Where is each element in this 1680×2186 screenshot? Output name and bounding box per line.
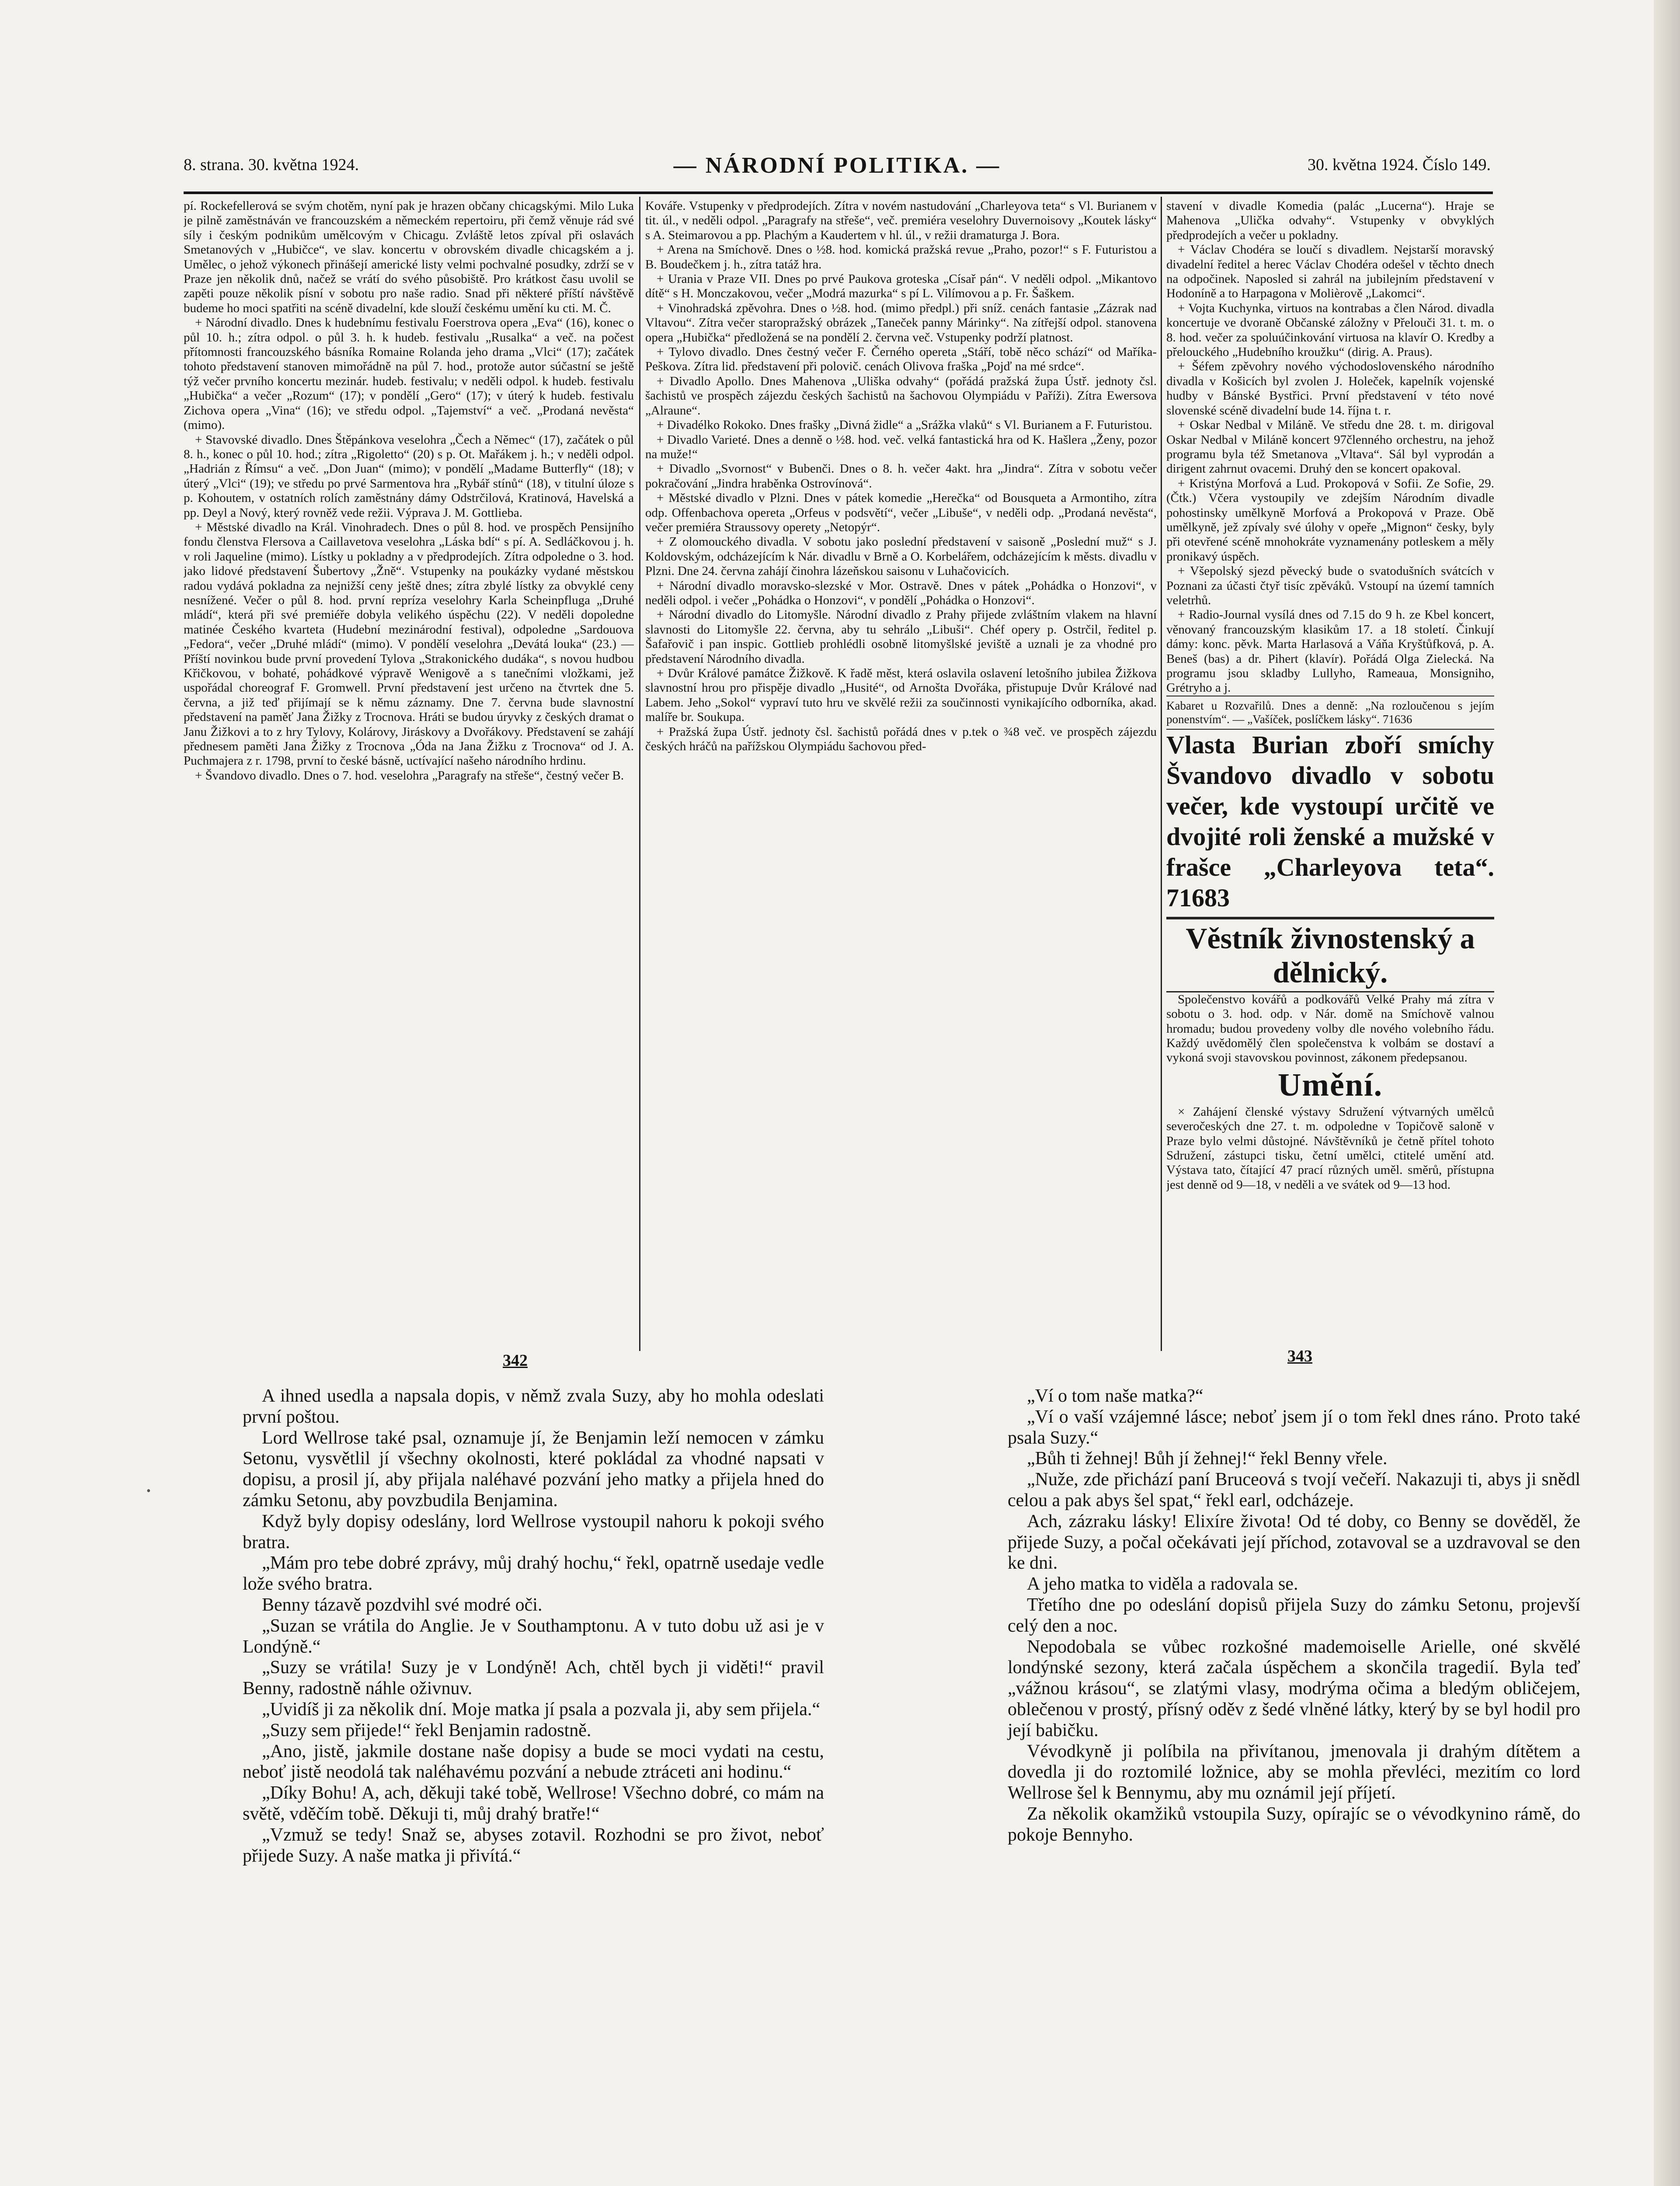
novel-paragraph: „Vzmuž se tedy! Snaž se, abyses zotavil. Rozhodni se pro život, neboť přijede Suzy. A naše matka ji přivítá.“ [243, 1824, 824, 1866]
page-header [184, 155, 1491, 190]
novel-paragraph: Nepodobala se vůbec rozkošné mademoiselle Arielle, oné skvělé londýnské sezony, která začala úspěchem a skončila tragedií. Byla teď „vážnou krásou“, se zlatými vlasy, modrýma očima a bledým obličejem, oblečenou v prostý, přísný oděv z šedé vlněné látky, který by se byl hodil pro její babičku. [1008, 1636, 1580, 1740]
article: + Švandovo divadlo. Dnes o 7. hod. veselohra „Paragrafy na střeše“, čestný večer B. [195, 768, 624, 783]
vestnik-article: Společenstvo kovářů a podkovářů Velké Prahy má zítra v sobotu o 3. hod. odp. v Nár. domě na Smíchově valnou hromadu; budou provedeny volby dle nového volebního řádu. Každý uvědomělý člen společenstva k volbám se dostaví a vykoná svoji stavovskou povinnost, zákonem předepsanou. [1166, 992, 1494, 1065]
novel-paragraph: A jeho matka to viděla a radovala se. [1027, 1574, 1298, 1594]
header-right: 30. května 1924. Číslo 149. [1307, 156, 1491, 174]
novel-paragraph: „Suzan se vrátila do Anglie. Je v Southamptonu. A v tuto dobu už asi je v Londýně.“ [243, 1615, 824, 1657]
article: + Divadlo Apollo. Dnes Mahenova „Uliška odvahy“ (pořádá pražská župa Ústř. jednoty čsl. šachistů ve prospěch zájezdu českých šachistů na šachovou Olympiádu v Paříži). Zítra Ewersova „Alraune“. [645, 374, 1157, 418]
novel-paragraph: „Ví o tom naše matka?“ [1027, 1386, 1203, 1406]
novel-left-page [243, 1386, 824, 1866]
article: + Václav Chodéra se loučí s divadlem. Nejstarší moravský divadelní ředitel a herec Václav Chodéra odešel v těchto dnech na odpočinek. Naposled si zahrál na jubilejním představení v Hodoníně a to Harpagona v Molièrově „Lakomci“. [1166, 243, 1494, 301]
article: + Národní divadlo moravsko-slezské v Mor. Ostravě. Dnes v pátek „Pohádka o Honzovi“, v neděli odpol. i večer „Pohádka o Honzovi“, v pondělí „Pohádka o Honzovi“. [645, 578, 1157, 607]
header-left: 8. strana. 30. května 1924. [184, 156, 359, 174]
article: + Všepolský sjezd pěvecký bude o svatodušních svátcích v Poznani za účasti čtyř tisíc zpěváků. Vstoupí na území tamních veletrhů. [1166, 564, 1494, 607]
article: + Tylovo divadlo. Dnes čestný večer F. Černého opereta „Stáří, tobě něco schází“ od Maříka-Peškova. Zítra lid. představení při polovič. cenách Olivova fraška „Pojď na mé srdce“. [645, 345, 1157, 374]
novel-paragraph: „Ví o vaší vzájemné lásce; neboť jsem jí o tom řekl dnes ráno. Proto také psala Suzy.“ [1008, 1406, 1580, 1448]
article: + Kristýna Morfová a Lud. Prokopová v Sofii. Ze Sofie, 29. (Čtk.) Včera vystoupily ve zdejším Národním divadle pohostinsky umělkyně Morfová a Prokopová v Praze. Obě umělkyně, jež zpívaly své úlohy v opeře „Mignon“ česky, byly při otevřené scéně mnohokráte vyznamenány potleskem a měly pronikavý úspěch. [1166, 476, 1494, 564]
article: + Divadélko Rokoko. Dnes frašky „Divná židle“ a „Srážka vlaků“ s Vl. Burianem a F. Futuristou. [657, 418, 1152, 432]
vestnik-heading: Věstník živnostenský a dělnický. [1166, 918, 1494, 992]
article: + Radio-Journal vysílá dnes od 7.15 do 9 h. ze Kbel koncert, věnovaný francouzským klasikům 17. a 18 století. Činkují dámy: konc. pěvk. Marta Harlasová a Váňa Kryštůfková, p. A. Beneš (bas) a dr. Pihert (klavír). Pořádá Olga Zielecká. Na programu jsou skladby Lullyho, Rameaua, Monsigniho, Grétryho a j. [1166, 608, 1494, 695]
article: + Divadlo „Svornost“ v Bubenči. Dnes o 8. h. večer 4akt. hra „Jindra“. Zítra v sobotu večer pokračování „Jindra hraběnka Ostrovínová“. [645, 462, 1157, 491]
article: + Národní divadlo. Dnes k hudebnímu festivalu Foerstrova opera „Eva“ (16), konec o půl 10. h.; zítra odpol. o půl 3. h. k hudeb. festivalu „Rusalka“ a več. na počest přítomnosti francouzského básníka Romaine Rolanda jeho drama „Vlci“ (17); začátek tohoto představení stanoven mimořádně na půl 7. hod., protože autor súčastní se ještě týž večer prvního koncertu mezinár. hudeb. festivalu; v neděli odpol. k hudeb. festivalu „Hubička“ a večer „Rozum“ (17); v pondělí „Gero“ (17); v úterý k hudeb. festivalu Zichova opera „Vina“ (16); ve středu odpol. „Tajemství“ a več. „Prodaná nevěsta“ (mimo). [184, 316, 634, 432]
ad-burian: Vlasta Burian zboří smíchy Švandovo divadlo v sobotu večer, kde vystoupí určitě ve dvojité roli ženské a mužské v frašce „Charleyova teta“. 71683 [1166, 730, 1494, 918]
novel-paragraph: Když byly dopisy odeslány, lord Wellrose vystoupil nahoru k pokoji svého bratra. [243, 1511, 824, 1552]
article: + Oskar Nedbal v Miláně. Ve středu dne 28. t. m. dirigoval Oskar Nedbal v Miláně koncert 97členného orchestru, na jehož programu byla též Smetanova „Vltava“. Sál byl vyprodán a dirigent zahrnut ovacemi. Druhý den se koncert opakoval. [1166, 418, 1494, 476]
right-page-number: 343 [1287, 1347, 1312, 1365]
article: + Městské divadlo na Král. Vinohradech. Dnes o půl 8. hod. ve prospěch Pensijního fondu členstva Flersova a Caillavetova veselohra „Láska bdí“ s pí. A. Sedláčkovou j. h. v roli Jaqueline (mimo). Lístky u pokladny a v předprodejích. Zítra odpoledne o 3. hod. jako lidové představení Šubertovy „Žně“. Vstupenky na poukázky vydané městskou radou vydává pokladna za nejnižší ceny ještě dnes; zítra zbylé lístky za obvyklé ceny nesnížené. Večer o půl 8. hod. první repríza veselohry Karla Scheinpfluga „Druhé mládí“, která při své premiéře dobyla velikého úspěchu (22). V neděli dopoledne matinée Českého kvarteta (Hudební mezinárodní festival), odpoledne „Sardouova „Fedora“, večer „Druhé mládí“ (mimo). V pondělí veselohra „Devátá louka“ (23.) — Příští novinkou bude první provedení Tylova „Strakonického dudáka“, s novou hudbou Křičkovou, v bohaté, pohádkové výpravě Wenigově a s tanečními vložkami, jež uspořádal choreograf F. Gromwell. První představení jest určeno na čtvrtek dne 5. června, a již teď přijímají se k němu záznamy. Dne 7. června bude slavnostní představení na paměť Jana Žižky z Trocnova. Hráti se budou úryvky z českých dramat o Janu Žižkovi a to z hry Tylovy, Kolárovy, Jiráskovy a Dvořákovy. Představení se zahájí přednesem paměti Jana Žižky z Trocnova „Óda na Jana Žižku z Trocnova“ od J. A. Puchmajera z r. 1798, první to české básně, uctívající našeho národního hrdinu. [184, 520, 634, 768]
article: + Šéfem zpěvohry nového východoslovenského národního divadla v Košicích byl zvolen J. Holeček, kapelník vojenské hudby v Bánské Bystřici. První představení v této nové slovenské scéně divadelní bude 14. října t. r. [1166, 359, 1494, 418]
article: + Dvůr Králové památce Žižkově. K řadě měst, která oslavila oslavení letošního jubilea Žižkova slavnostní hrou pro přispěje divadlo „Husité“, od Arnošta Dvořáka, přistupuje Dvůr Králové nad Labem. Jeho „Sokol“ vypraví tuto hru ve skvělé režii za součinnosti vynikajícího odborníka, akad. malíře br. Soukupa. [645, 666, 1157, 724]
article: + Z olomouckého divadla. V sobotu jako poslední představení v saisoně „Poslední muž“ s J. Koldovským, odcházejícím k Nár. divadlu v Brně a O. Korbelářem, odcházejícím k městs. divadlu v Plzni. Dne 24. června zahájí činohra lázeňskou saisonu v Luhačovicích. [645, 535, 1157, 578]
novel-paragraph: „Suzy sem přijede!“ řekl Benjamin radostně. [262, 1720, 591, 1740]
article: + Arena na Smíchově. Dnes o ½8. hod. komická pražská revue „Praho, pozor!“ s F. Futuristou a B. Boudečkem j. h., zítra tatáž hra. [645, 243, 1157, 272]
novel-paragraph: Vévodkyně ji políbila na přivítanou, jmenovala ji drahým dítětem a dovedla ji do roztomilé ložnice, aby se mohla převléci, mezitím co lord Wellrose šel k Bennymu, aby mu oznámil její příjetí. [1008, 1741, 1580, 1803]
masthead: — NÁRODNÍ POLITIKA. — [673, 153, 1001, 178]
novel-paragraph: „Mám pro tebe dobré zprávy, můj drahý hochu,“ řekl, opatrně usedaje vedle lože svého bratra. [243, 1553, 824, 1594]
novel-paragraph: „Ano, jistě, jakmile dostane naše dopisy a bude se moci vydati na cestu, neboť jistě neodolá tak naléhavému pozvání a nebude ztráceti ani hodinu.“ [243, 1741, 824, 1782]
novel-paragraph: Benny tázavě pozdvihl své modré oči. [262, 1594, 543, 1615]
column-2 [645, 199, 1157, 1336]
article: + Vinohradská zpěvohra. Dnes o ½8. hod. (mimo předpl.) při sníž. cenách fantasie „Zázrak nad Vltavou“. Zítra večer staropražský obrázek „Taneček panny Márinky“. Na zítřejší odpol. stanovena opera „Hubička“ předložená se na pondělí 2. června več. Vstupenky podrží platnost. [645, 301, 1157, 345]
novel-paragraph: Lord Wellrose také psal, oznamuje jí, že Benjamin leží nemocen v zámku Setonu, vysvětlil jí všechny okolnosti, které pokládal za vhodné napsati v dopisu, a prosil jí, aby přijala naléhavé pozvání jeho matky a přijela hned do zámku Setonu, aby povzbudila Benjamina. [243, 1427, 824, 1511]
article: + Pražská župa Ústř. jednoty čsl. šachistů pořádá dnes v p.tek o ¾8 več. ve prospěch zájezdu českých hráčů na pařížskou Olympiádu šachovou před- [645, 724, 1157, 754]
article: + Urania v Praze VII. Dnes po prvé Paukova groteska „Císař pán“. V neděli odpol. „Mikantovo dítě“ s H. Monczakovou, večer „Modrá mazurka“ s pí L. Vilímovou a p. Fr. Šaškem. [645, 272, 1157, 301]
novel-paragraph: Za několik okamžiků vstoupila Suzy, opírajíc se o vévodkynino rámě, do pokoje Bennyho. [1008, 1803, 1580, 1845]
novel-paragraph: A ihned usedla a napsala dopis, v němž zvala Suzy, aby ho mohla odeslati první poštou. [243, 1386, 824, 1427]
ad-kabaret: Kabaret u Rozvařilů. Dnes a denně: „Na rozloučenou s jejím ponenstvím“. — „Vašíček, poslíčkem lásky“. 71636 [1166, 696, 1494, 730]
article: + Divadlo Varieté. Dnes a denně o ½8. hod. več. velká fantastická hra od K. Hašlera „Ženy, pozor na muže!“ [645, 432, 1157, 461]
article: + Vojta Kuchynka, virtuos na kontrabas a člen Národ. divadla koncertuje ve dvoraně Občanské záložny v Přelouči 31. t. m. o 8. hod. večer za spoluúčinkování virtuosa na klavír O. Kredby a přelouckého „Hudebního kroužku“ (dirig. A. Praus). [1166, 301, 1494, 359]
umeni-article: × Zahájení členské výstavy Sdružení výtvarných umělců severočeských dne 27. t. m. odpoledne v Topičově saloně v Praze bylo velmi důstojné. Návštěvníků je četně přítel tohoto Sdružení, zástupci tisku, četní umělci, ctitelé umění atd. Výstava tato, čítající 47 prací různých uměl. směrů, přístupna jest denně od 9—18, v neděli a ve svátek od 9—13 hod. [1166, 1104, 1494, 1192]
novel-paragraph: Třetího dne po odeslání dopisů přijela Suzy do zámku Setonu, projevší celý den a noc. [1008, 1594, 1580, 1636]
novel-paragraph: „Nuže, zde přichází paní Bruceová s tvojí večeří. Nakazuji ti, abys ji snědl celou a pak abys šel spat,“ řekl earl, odcházeje. [1008, 1469, 1580, 1511]
article: + Stavovské divadlo. Dnes Štěpánkova veselohra „Čech a Němec“ (17), začátek o půl 8. h., konec o půl 10. hod.; zítra „Rigoletto“ (20) s p. Ot. Mařákem j. h.; v neděli odpol. „Hadrián z Římsu“ a več. „Don Juan“ (mimo); v pondělí „Madame Butterfly“ (18); v úterý „Vlci“ (19); ve středu po prvé Sarmentova hra „Rybář stínů“ (18), v titulní úloze s p. Kohoutem, v ostatních rolích zaměstnány dámy Odstrčilová, Kratinová, Havelská a pp. Deyl a Nový, který rovněž vede režii. Výprava J. M. Gottlieba. [184, 432, 634, 520]
novel-right-page [1008, 1386, 1580, 1846]
left-page-number: 342 [503, 1351, 528, 1370]
novel-paragraph: Ach, zázraku lásky! Elixíre života! Od té doby, co Benny se dověděl, že přijede Suzy, a počal očekávati její příchod, zotavoval se a uzdravoval se den ke dni. [1008, 1511, 1580, 1573]
article: stavení v divadle Komedia (palác „Lucerna“). Hraje se Mahenova „Ulička odvahy“. Vstupenky v obvyklých předprodejích a večer u pokladny. [1166, 199, 1494, 242]
page-edge-shadow [1654, 0, 1680, 2186]
novel-paragraph: „Suzy se vrátila! Suzy je v Londýně! Ach, chtěl bych ji viděti!“ pravil Benny, radostně náhle oživnuv. [243, 1657, 824, 1699]
margin-dot: • [146, 1484, 151, 1498]
column-3 [1166, 199, 1494, 1336]
article: + Národní divadlo do Litomyšle. Národní divadlo z Prahy přijede zvláštním vlakem na hlavní slavnosti do Litomyšle 22. června, aby tu sehrálo „Libuši“. Chéf opery p. Ostrčil, ředitel p. Šafařovič i pan inspic. Gottlieb prohlédli osobně litomyšlské jeviště a uznali je za vhodné pro představení Národního divadla. [645, 608, 1157, 666]
article: + Městské divadlo v Plzni. Dnes v pátek komedie „Herečka“ od Bousqueta a Armontiho, zítra odp. Offenbachova opereta „Orfeus v podsvětí“, večer „Libuše“, v neděli odp. „Prodaná nevěsta“, večer premiéra Straussovy operety „Netopýr“. [645, 491, 1157, 534]
novel-paragraph: „Uvidíš ji za několik dní. Moje matka jí psala a pozvala ji, aby sem přijela.“ [262, 1699, 821, 1720]
header-rule [184, 191, 1493, 194]
column-rule [1161, 197, 1162, 1351]
article: pí. Rockefellerová se svým chotěm, nyní pak je hrazen občany chicagskými. Milo Luka je pilně zaměstnáván ve francouzském a německém repertoiru, při čemž věnuje rád své síly i českým podnikům umělcovým v Chicagu. Zvláště letos zpíval při oslavách Smetanových v „Hubičce“, ve slav. koncertu v obrovském divadle chicagském a j. Umělec, o jehož výkonech přinášejí americké listy velmi pochvalné posudky, zdrží se v Praze jen několik dnů, načež se vrátí do svého působiště. Pro krátkost času uvolil se zapěti pouze několik písní v sobotu pro naše radio. Snad při některé příští návštěvě budeme ho moci spatřiti na scéně divadelní, kde slouží českému umění ku cti. M. Č. [184, 199, 634, 315]
column-rule [639, 197, 640, 1351]
column-1 [184, 199, 634, 1336]
novel-paragraph: „Bůh ti žehnej! Bůh jí žehnej!“ řekl Benny vřele. [1027, 1448, 1388, 1469]
umeni-heading: Umění. [1277, 1067, 1383, 1103]
novel-paragraph: „Díky Bohu! A, ach, děkuji také tobě, Wellrose! Všechno dobré, co mám na světě, vděčím tobě. Děkuji ti, můj drahý bratře!“ [243, 1783, 824, 1824]
article: Kováře. Vstupenky v předprodejích. Zítra v novém nastudování „Charleyova teta“ s Vl. Burianem v tit. úl., v neděli odpol. „Paragrafy na střeše“, več. premiéra veselohry Duvernoisovy „Koutek lásky“ s A. Steimarovou a pp. Plachým a Kaudertem v hl. úl., v režii dramaturga J. Bora. [645, 199, 1157, 242]
